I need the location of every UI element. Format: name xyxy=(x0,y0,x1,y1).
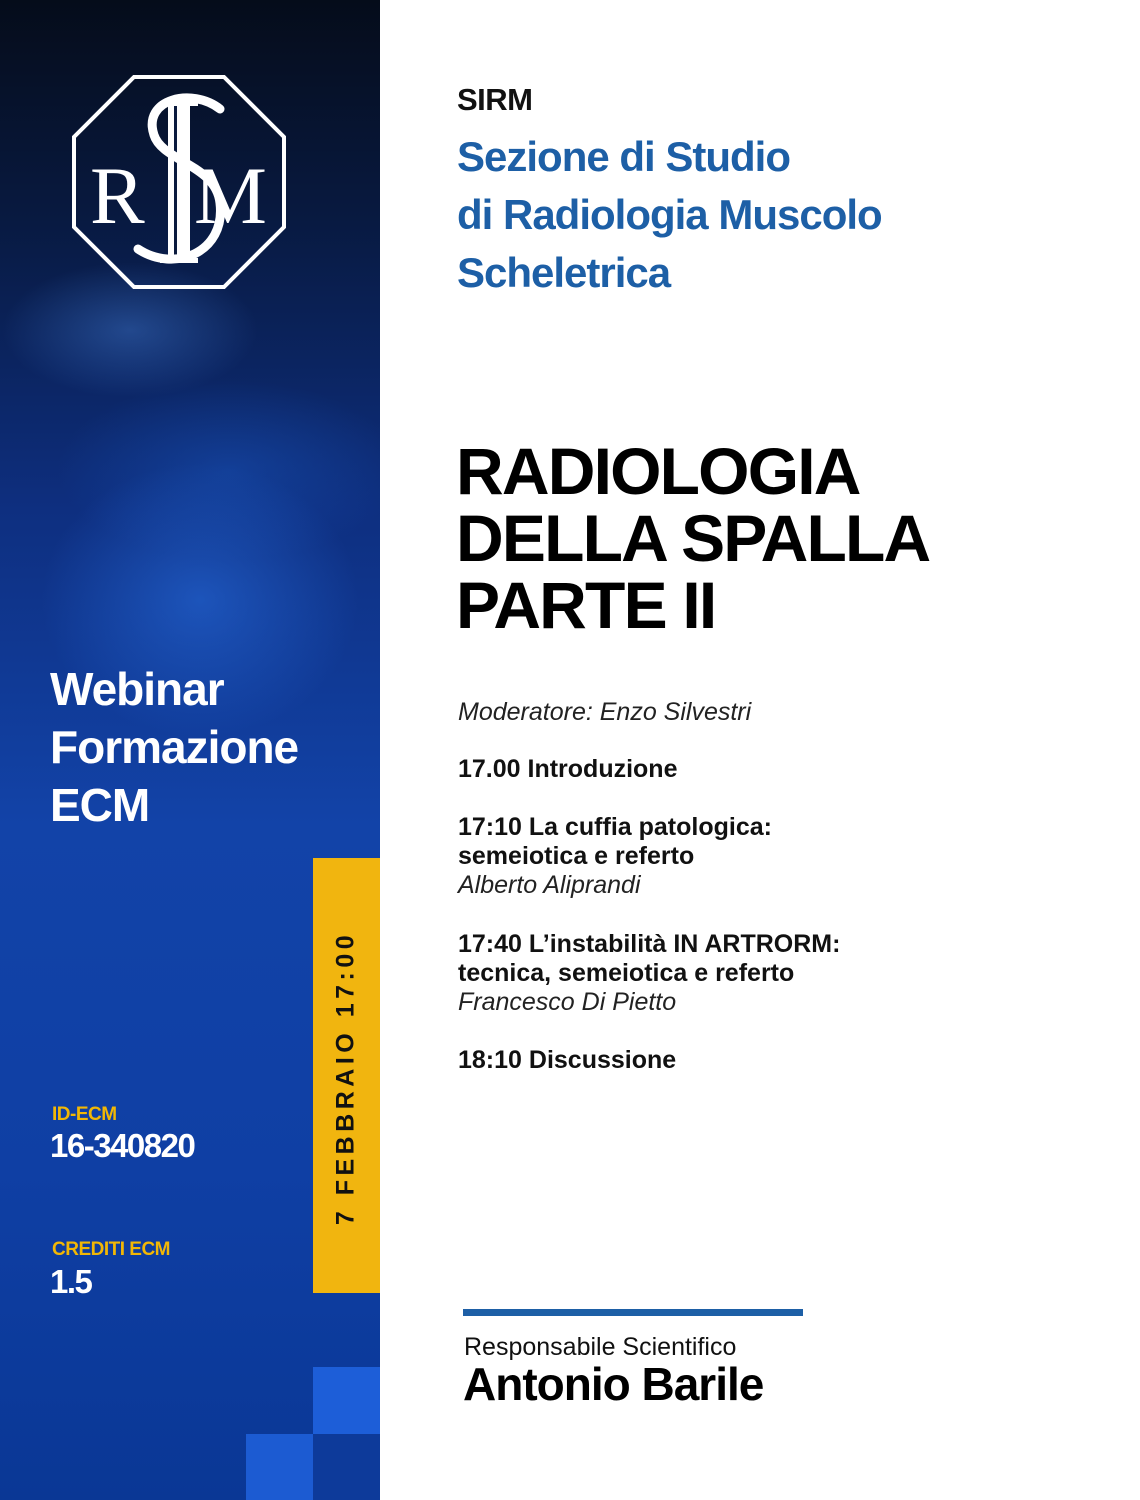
event-title-line: PARTE II xyxy=(456,568,716,642)
id-ecm-label: ID-ECM xyxy=(52,1104,117,1125)
agenda-item-text: semeiotica e referto xyxy=(458,842,695,870)
svg-text:M: M xyxy=(194,150,267,241)
svg-text:R: R xyxy=(90,150,145,241)
agenda-item-text: 17.00 Introduzione xyxy=(458,755,678,783)
agenda-speaker: Francesco Di Pietto xyxy=(458,988,677,1016)
decor-square xyxy=(246,1434,313,1500)
agenda-item xyxy=(458,813,772,900)
id-ecm-value: 16-340820 xyxy=(50,1127,195,1164)
agenda-item xyxy=(458,1046,676,1075)
org-name: SIRM xyxy=(457,82,533,117)
decor-square xyxy=(313,1367,380,1434)
credits-ecm-label: CREDITI ECM xyxy=(52,1239,170,1260)
responsible-name: Antonio Barile xyxy=(463,1358,764,1410)
agenda-speaker: Alberto Aliprandi xyxy=(458,871,641,899)
agenda-item xyxy=(458,930,840,1017)
agenda-item-text: 17:10 La cuffia patologica: xyxy=(458,813,772,841)
responsible-label: Responsabile Scientifico xyxy=(464,1333,737,1361)
event-title-line: RADIOLOGIA xyxy=(456,434,860,508)
moderator: Moderatore: Enzo Silvestri xyxy=(458,698,752,726)
webinar-line: Webinar xyxy=(50,663,224,715)
event-title-line: DELLA SPALLA xyxy=(456,501,930,575)
decor-square xyxy=(313,1434,380,1500)
agenda-item-text: tecnica, semeiotica e referto xyxy=(458,959,795,987)
sirm-logo-icon xyxy=(70,73,288,291)
webinar-line: ECM xyxy=(50,779,150,831)
left-panel xyxy=(0,0,380,1500)
event-date: 7 FEBBRAIO 17:00 xyxy=(331,930,360,1226)
divider-bar xyxy=(463,1309,803,1316)
section-title-line: Scheletrica xyxy=(457,249,671,296)
section-title-line: Sezione di Studio xyxy=(457,133,791,180)
agenda-item-text: 17:40 L’instabilità IN ARTRORM: xyxy=(458,930,841,958)
credits-ecm-value: 1.5 xyxy=(50,1263,92,1300)
agenda-item xyxy=(458,755,677,784)
webinar-line: Formazione xyxy=(50,721,299,773)
event-title xyxy=(456,434,930,642)
agenda-item-text: 18:10 Discussione xyxy=(458,1046,677,1074)
webinar-heading xyxy=(50,660,298,834)
section-title xyxy=(457,128,882,302)
section-title-line: di Radiologia Muscolo xyxy=(457,191,882,238)
